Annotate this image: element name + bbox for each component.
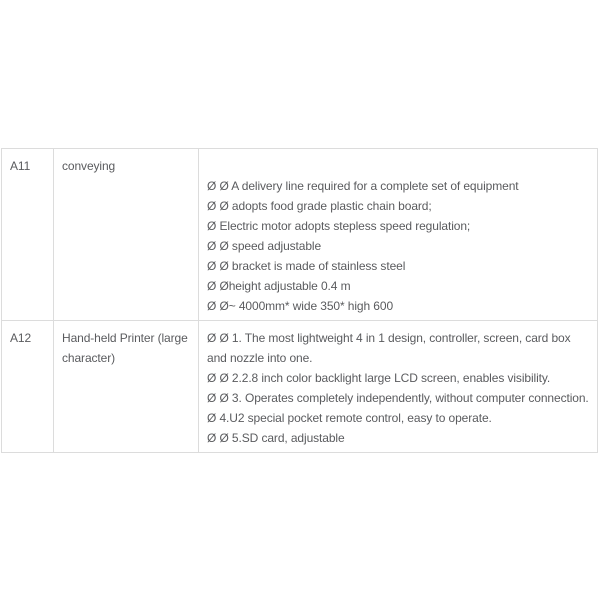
desc-line: Ø Ø 5.SD card, adjustable bbox=[207, 431, 345, 445]
row-name-cell bbox=[54, 321, 199, 453]
row-id: A11 bbox=[10, 159, 31, 173]
row-name: conveying bbox=[62, 159, 116, 173]
desc-line: Ø Øheight adjustable 0.4 m bbox=[207, 279, 351, 293]
desc-line: Ø Ø adopts food grade plastic chain board; bbox=[207, 199, 432, 213]
row-desc-cell bbox=[199, 321, 598, 453]
desc-line: Ø Ø bracket is made of stainless steel bbox=[207, 259, 406, 273]
desc-line: Ø Ø speed adjustable bbox=[207, 239, 322, 253]
desc-line: Ø Ø 2.2.8 inch color backlight large LCD screen, enables visibility. bbox=[207, 371, 551, 385]
desc-line: Ø Ø A delivery line required for a complete set of equipment bbox=[207, 179, 519, 193]
row-id-cell bbox=[2, 321, 54, 453]
desc-line: Ø Ø~ 4000mm* wide 350* high 600 bbox=[207, 299, 394, 313]
desc-line: Ø 4.U2 special pocket remote control, easy to operate. bbox=[207, 411, 492, 425]
row-name-cell bbox=[54, 149, 199, 321]
table-row-a11 bbox=[2, 149, 598, 321]
row-name: Hand-held Printer (large character) bbox=[62, 331, 188, 365]
desc-line: Ø Electric motor adopts stepless speed regulation; bbox=[207, 219, 471, 233]
desc-line: Ø Ø 1. The most lightweight 4 in 1 design, controller, screen, card box and nozzle into one. bbox=[207, 331, 571, 365]
row-id: A12 bbox=[10, 331, 32, 345]
desc-line bbox=[207, 156, 589, 176]
spec-table bbox=[1, 148, 598, 453]
row-desc-cell bbox=[199, 149, 598, 321]
row-id-cell bbox=[2, 149, 54, 321]
table-row-a12 bbox=[2, 321, 598, 453]
desc-line: Ø Ø 3. Operates completely independently, without computer connection. bbox=[207, 391, 589, 405]
